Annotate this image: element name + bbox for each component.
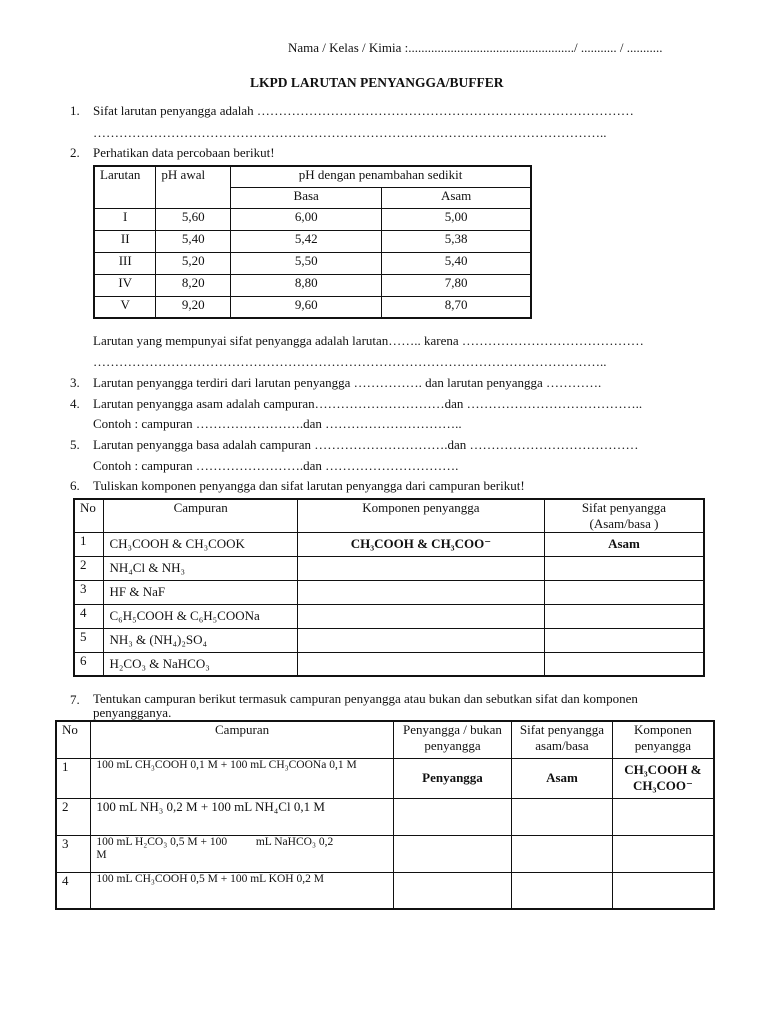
q5-example: Contoh : campuran …………………….dan ………………………….	[93, 458, 459, 473]
q6-cell-komponen[interactable]	[297, 628, 544, 652]
q3-number: 3.	[70, 375, 80, 390]
identity-line: Nama / Kelas / Kimia :.................................................../ ........... / ...........	[288, 40, 663, 55]
q6-header-no: No	[74, 499, 104, 532]
q7-header-komponen: Komponen penyangga	[612, 721, 714, 758]
q5-text: Larutan penyangga basa adalah campuran ………………………….dan …………………………………	[93, 437, 639, 452]
ph-cell-basa: 8,80	[231, 274, 382, 296]
q6-cell-sifat[interactable]	[544, 580, 704, 604]
q7-cell-sifat: Asam	[512, 758, 613, 798]
q7-number: 7.	[70, 692, 80, 707]
q7-cell-campuran: 100 mL CH₃COOH 0,5 M + 100 mL KOH 0,2 M	[91, 872, 393, 909]
q1-text: Sifat larutan penyangga adalah ……………………………………………………………………………	[93, 103, 634, 118]
q7-cell-no: 2	[56, 798, 91, 835]
q7-cell-campuran: 100 mL H₂CO₃ 0,5 M + 100 mL NaHCO₃ 0,2 M	[91, 835, 393, 872]
q6-cell-sifat: Asam	[544, 532, 704, 556]
q7-cell-campuran: 100 mL NH₃ 0,2 M + 100 mL NH₄Cl 0,1 M	[91, 798, 393, 835]
q6-cell-no: 5	[74, 628, 104, 652]
table-row	[56, 835, 714, 872]
table-row	[94, 252, 531, 274]
ph-cell-larutan: IV	[94, 274, 156, 296]
ph-cell-asam: 8,70	[382, 296, 531, 318]
q6-cell-komponen[interactable]	[297, 556, 544, 580]
q3-text: Larutan penyangga terdiri dari larutan penyangga ……………. dan larutan penyangga ………….	[93, 375, 602, 390]
q2-text: Perhatikan data percobaan berikut!	[93, 145, 275, 160]
ph-cell-asam: 7,80	[382, 274, 531, 296]
page-title: LKPD LARUTAN PENYANGGA/BUFFER	[250, 75, 504, 90]
ph-cell-asam: 5,40	[382, 252, 531, 274]
q6-cell-sifat[interactable]	[544, 556, 704, 580]
q7-header-no: No	[56, 721, 91, 758]
q7-cell-penyangga[interactable]	[393, 872, 511, 909]
q7-cell-no: 3	[56, 835, 91, 872]
table-row	[74, 556, 704, 580]
q7-header-campuran: Campuran	[91, 721, 393, 758]
q6-header-komponen: Komponen penyangga	[297, 499, 544, 532]
table-row	[56, 798, 714, 835]
q7-text: Tentukan campuran berikut termasuk campuran penyangga atau bukan dan sebutkan sifat dan komponen penyangganya.	[93, 691, 638, 720]
ph-cell-larutan: I	[94, 208, 156, 230]
ph-header-awal: pH awal	[156, 166, 231, 208]
ph-cell-larutan: V	[94, 296, 156, 318]
q7-cell-penyangga[interactable]	[393, 835, 511, 872]
q7-cell-sifat[interactable]	[512, 798, 613, 835]
q7-cell-komponen[interactable]	[612, 835, 714, 872]
q1-answer-line: ………………………………………………………………………………………………………..	[93, 125, 607, 140]
q5-number: 5.	[70, 437, 80, 452]
q6-cell-no: 6	[74, 652, 104, 676]
q6-cell-no: 2	[74, 556, 104, 580]
q2-answer-line-2: ………………………………………………………………………………………………………..	[93, 354, 607, 369]
ph-header-basa: Basa	[231, 187, 382, 208]
q6-header-campuran: Campuran	[104, 499, 297, 532]
ph-cell-awal: 5,60	[156, 208, 231, 230]
ph-cell-asam: 5,38	[382, 230, 531, 252]
q6-cell-campuran: NH₃ & (NH₄)₂SO₄	[104, 628, 297, 652]
ph-header-larutan: Larutan	[94, 166, 156, 208]
q6-cell-no: 3	[74, 580, 104, 604]
q7-cell-no: 1	[56, 758, 91, 798]
ph-cell-awal: 8,20	[156, 274, 231, 296]
q6-cell-campuran: C₆H₅COOH & C₆H₅COONa	[104, 604, 297, 628]
ph-cell-awal: 9,20	[156, 296, 231, 318]
q6-cell-sifat[interactable]	[544, 604, 704, 628]
table-row	[94, 274, 531, 296]
q7-cell-komponen[interactable]	[612, 798, 714, 835]
q7-cell-no: 4	[56, 872, 91, 909]
q7-cell-penyangga: Penyangga	[393, 758, 511, 798]
ph-header-tambah: pH dengan penambahan sedikit	[231, 166, 531, 187]
q6-cell-campuran: H₂CO₃ & NaHCO₃	[104, 652, 297, 676]
q6-cell-komponen[interactable]	[297, 580, 544, 604]
q4-text: Larutan penyangga asam adalah campuran…………………………dan …………………………………..	[93, 396, 643, 411]
ph-cell-basa: 5,50	[231, 252, 382, 274]
q1-number: 1.	[70, 103, 80, 118]
ph-cell-basa: 6,00	[231, 208, 382, 230]
q7-header-penyangga: Penyangga / bukan penyangga	[393, 721, 511, 758]
ph-cell-basa: 5,42	[231, 230, 382, 252]
q6-cell-komponen: CH₃COOH & CH₃COO⁻	[297, 532, 544, 556]
table-row	[94, 296, 531, 318]
q6-cell-no: 4	[74, 604, 104, 628]
table-row	[94, 230, 531, 252]
ph-cell-larutan: III	[94, 252, 156, 274]
q6-text: Tuliskan komponen penyangga dan sifat larutan penyangga dari campuran berikut!	[93, 478, 525, 493]
q2-number: 2.	[70, 145, 80, 160]
table-row	[56, 872, 714, 909]
q7-cell-penyangga[interactable]	[393, 798, 511, 835]
q7-cell-sifat[interactable]	[512, 872, 613, 909]
ph-data-table	[93, 165, 532, 319]
table-row	[74, 652, 704, 676]
q7-cell-komponen[interactable]	[612, 872, 714, 909]
table-row	[74, 532, 704, 556]
q6-cell-sifat[interactable]	[544, 628, 704, 652]
q6-cell-no: 1	[74, 532, 104, 556]
q7-cell-campuran: 100 mL CH₃COOH 0,1 M + 100 mL CH₃COONa 0,1 M	[91, 758, 393, 798]
ph-cell-awal: 5,40	[156, 230, 231, 252]
q6-cell-sifat[interactable]	[544, 652, 704, 676]
ph-cell-awal: 5,20	[156, 252, 231, 274]
q6-header-sifat: Sifat penyangga (Asam/basa )	[544, 499, 704, 532]
ph-header-asam: Asam	[382, 187, 531, 208]
q6-cell-komponen[interactable]	[297, 652, 544, 676]
q6-cell-campuran: NH₄Cl & NH₃	[104, 556, 297, 580]
q2-answer-line: Larutan yang mempunyai sifat penyangga adalah larutan…….. karena ……………………………………	[93, 333, 644, 348]
q4-number: 4.	[70, 396, 80, 411]
q6-cell-komponen[interactable]	[297, 604, 544, 628]
ph-cell-basa: 9,60	[231, 296, 382, 318]
table-row	[94, 208, 531, 230]
table-row	[74, 604, 704, 628]
ph-cell-asam: 5,00	[382, 208, 531, 230]
table-row	[56, 758, 714, 798]
q7-cell-sifat[interactable]	[512, 835, 613, 872]
buffer-mixture-table	[55, 720, 715, 910]
q6-number: 6.	[70, 478, 80, 493]
buffer-components-table	[73, 498, 705, 677]
q4-example: Contoh : campuran …………………….dan …………………………..	[93, 416, 462, 431]
q6-cell-campuran: HF & NaF	[104, 580, 297, 604]
table-row	[74, 580, 704, 604]
table-row	[74, 628, 704, 652]
q6-cell-campuran: CH₃COOH & CH₃COOK	[104, 532, 297, 556]
ph-cell-larutan: II	[94, 230, 156, 252]
q7-header-sifat: Sifat penyangga asam/basa	[512, 721, 613, 758]
q7-cell-komponen: CH₃COOH & CH₃COO⁻	[612, 758, 714, 798]
